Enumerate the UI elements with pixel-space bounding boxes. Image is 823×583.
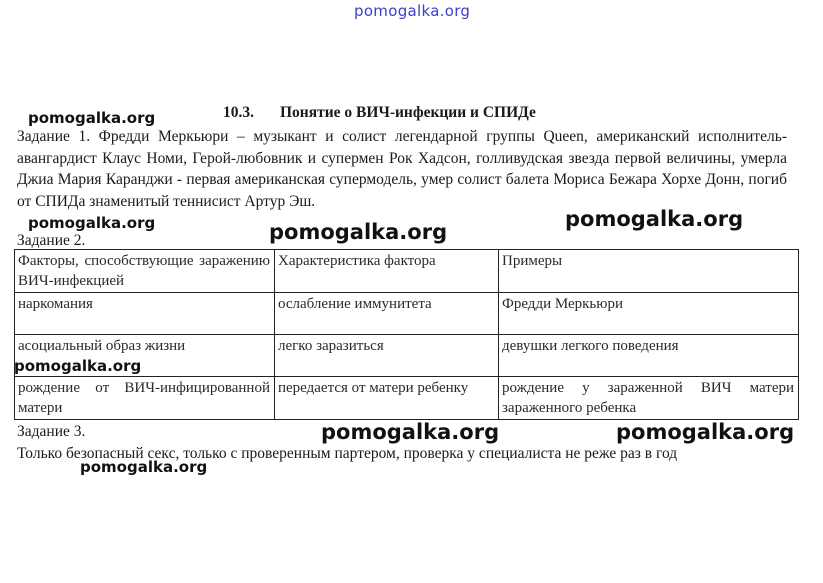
task3-label: Задание 3. (17, 423, 86, 440)
watermark: pomogalka.org (80, 458, 208, 476)
header-factors: Факторы, способствующие заражению ВИЧ-инфекцией (15, 250, 275, 293)
watermark: pomogalka.org (321, 420, 500, 444)
cell-example: рождение у зараженной ВИЧ матери зараженного ребенка (499, 377, 799, 420)
factors-table (14, 249, 799, 420)
watermark: pomogalka.org (565, 207, 744, 231)
cell-factor: рождение от ВИЧ-инфицированной матери (15, 377, 275, 420)
cell-example: Фредди Меркьюри (499, 293, 799, 335)
task1-paragraph: Задание 1. Фредди Меркьюри – музыкант и солист легендарной группы Queen, американский исполнитель-авангардист Клаус Номи, Герой-любовник и супермен Рок Хадсон, голливудская звезда первой величины, умерла Джиа Мария Каранджи - первая американская супермодель, умер солист балета Мориса Бежара Хорхе Донн, погиб от СПИДа знаменитый теннисист Артур Эш. (17, 128, 787, 210)
watermark: pomogalka.org (616, 420, 795, 444)
section-title (223, 104, 536, 122)
table-header-row (15, 250, 799, 293)
watermark-top: pomogalka.org (354, 2, 471, 20)
table-row (15, 377, 799, 420)
watermark: pomogalka.org (28, 109, 156, 127)
task2-label: Задание 2. (17, 232, 86, 249)
cell-factor: наркомания (15, 293, 275, 335)
header-examples: Примеры (499, 250, 799, 293)
cell-example: девушки легкого поведения (499, 335, 799, 377)
table-row (15, 293, 799, 335)
cell-characteristic: передается от матери ребенку (275, 377, 499, 420)
watermark: pomogalka.org (14, 357, 142, 375)
watermark: pomogalka.org (28, 214, 156, 232)
section-title-text: Понятие о ВИЧ-инфекции и СПИДе (280, 104, 536, 121)
cell-characteristic: легко заразиться (275, 335, 499, 377)
task3-paragraph: Только безопасный секс, только с проверенным партером, проверка у специалиста не реже раз в год (17, 445, 678, 462)
watermark: pomogalka.org (269, 220, 448, 244)
header-characteristic: Характеристика фактора (275, 250, 499, 293)
cell-factor: асоциальный образ жизни (15, 335, 275, 377)
cell-characteristic: ослабление иммунитета (275, 293, 499, 335)
section-number: 10.3. (223, 104, 254, 121)
